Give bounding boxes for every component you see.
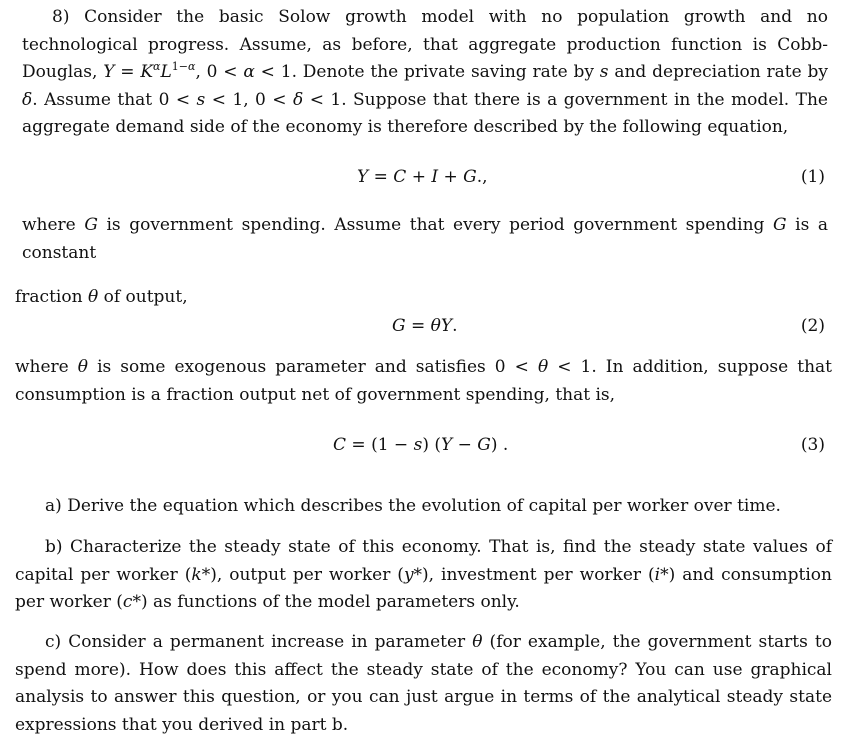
equation-2-number: (2) — [800, 316, 825, 336]
part-c: c) Consider a permanent increase in parameter θ (for example, the government starts to spend more). How does this affect the steady state of the economy? You can use graphical analysis to answer this question, or you can just argue in terms of the analytical steady state expressions that you derived in part b. — [15, 632, 833, 735]
equation-1-number: (1) — [800, 167, 825, 187]
equation-3-number: (3) — [800, 435, 825, 455]
part-a-text: Derive the equation which describes the evolution of capital per worker over time. — [67, 496, 781, 516]
part-a — [15, 493, 832, 521]
consumption-paragraph: where θ is some exogenous parameter and satisfies 0 < θ < 1. In addition, suppose that consumption is a fraction output net of government spending, that is, — [15, 357, 832, 405]
part-b: b) Characterize the steady state of this economy. That is, find the steady state values of capital per worker (k*), output per worker (y*), investment per worker (i*) and consumption per worker (c*) as functions of the model parameters only. — [15, 537, 832, 612]
fraction-line: fraction θ of output, — [15, 287, 188, 307]
equation-2: G = θY. — [392, 316, 458, 336]
intro-paragraph: 8) Consider the basic Solow growth model with no population growth and no technological progress. Assume, as before, that aggregate production function is Cobb-Douglas, $Y = K^\alpha L^{1-\alpha}$, 0 < α < 1. Denote the private saving rate by s and depreciation rate by δ. Assume that 0 < s < 1, 0 < δ < 1. Suppose that there is a government in the model. The aggregate demand side of the economy is therefore described by the following equation, — [22, 7, 828, 137]
equation-1: Y = C + I + G., — [357, 167, 488, 187]
equation-3: C = (1 − s) (Y − G) . — [333, 435, 509, 455]
government-spending-paragraph: where G is government spending. Assume that every period government spending G is a constant — [22, 215, 828, 263]
part-a-label: a) — [45, 496, 62, 516]
